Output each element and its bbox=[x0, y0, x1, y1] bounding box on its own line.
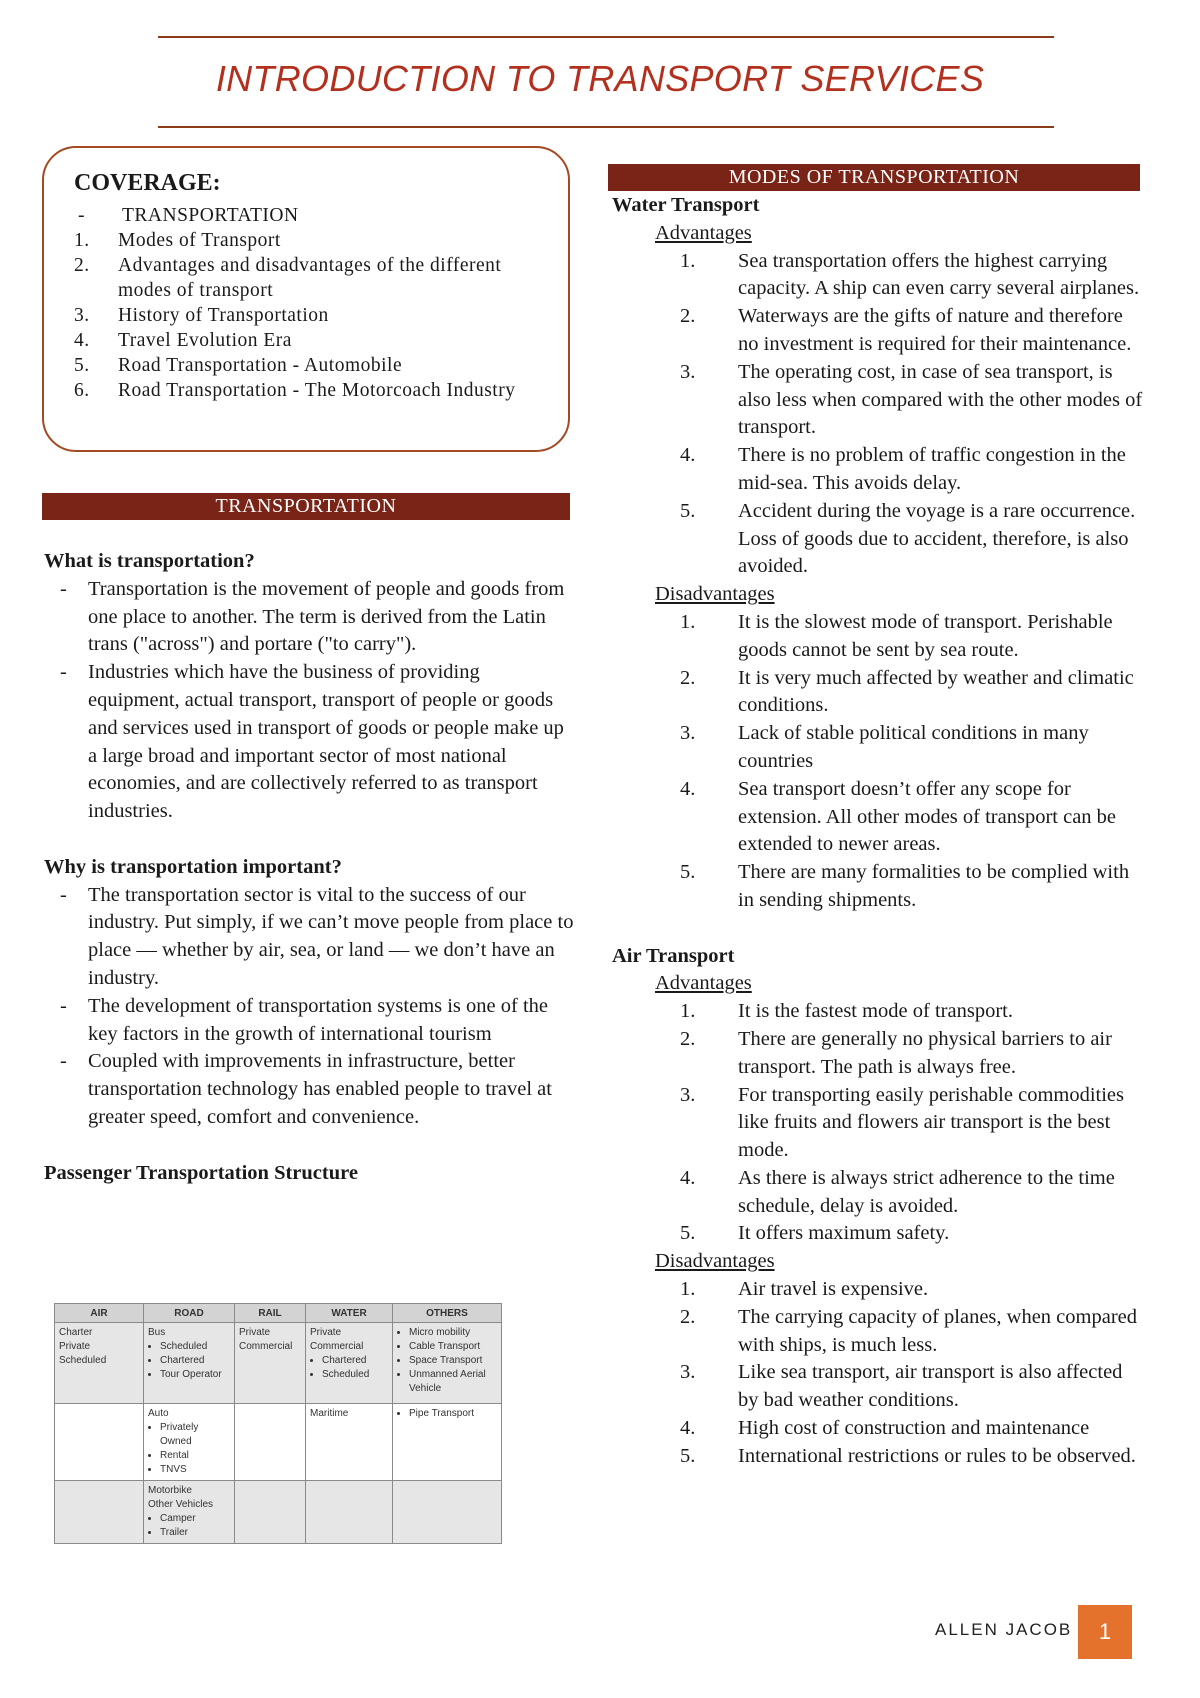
transportation-bar: TRANSPORTATION bbox=[42, 493, 570, 520]
list-item: 1. It is the fastest mode of transport. bbox=[680, 1000, 1013, 1023]
col-air: AIR bbox=[55, 1304, 144, 1323]
list-item: 4. High cost of construction and maintenance bbox=[680, 1417, 1090, 1440]
page-number: 1 bbox=[1078, 1605, 1132, 1659]
table-cell bbox=[393, 1481, 502, 1544]
col-others: OTHERS bbox=[393, 1304, 502, 1323]
list-item: 3. Lack of stable political conditions in many countries bbox=[680, 722, 1089, 772]
list-item: 2. Waterways are the gifts of nature and therefore no investment is required for their maintenance. bbox=[680, 305, 1132, 355]
modes-column bbox=[612, 192, 1147, 1471]
coverage-item: 1. Modes of Transport bbox=[74, 230, 281, 251]
table-cell: Private Commercial bbox=[235, 1323, 306, 1404]
list-item: 1. Air travel is expensive. bbox=[680, 1278, 929, 1301]
what-heading: What is transportation? bbox=[44, 550, 255, 572]
list-item: 4. There is no problem of traffic congestion in the mid-sea. This avoids delay. bbox=[680, 444, 1126, 494]
coverage-item: 5. Road Transportation - Automobile bbox=[74, 355, 403, 376]
coverage-item: 6. Road Transportation - The Motorcoach Industry bbox=[74, 380, 516, 401]
list-item: - Industries which have the business of providing equipment, actual transport, transport of people or goods and services used in transport of goods or people make up a large broad and important sector of most national economies, and are collectively referred to as transport industries. bbox=[60, 661, 564, 823]
table-row bbox=[55, 1481, 502, 1544]
coverage-item: 4. Travel Evolution Era bbox=[74, 330, 292, 351]
title-underline bbox=[158, 126, 1054, 128]
air-advantages-label: Advantages bbox=[655, 972, 752, 995]
coverage-box bbox=[42, 146, 570, 452]
table-row bbox=[55, 1323, 502, 1404]
table-cell: Charter Private Scheduled bbox=[55, 1323, 144, 1404]
list-item: 3. For transporting easily perishable commodities like fruits and flowers air transport is the best mode. bbox=[680, 1083, 1125, 1162]
water-disadvantages-label: Disadvantages bbox=[655, 583, 775, 606]
air-heading: Air Transport bbox=[612, 944, 735, 967]
coverage-item: 2. Advantages and disadvantages of the different modes of transport bbox=[74, 255, 502, 301]
list-item: 4. As there is always strict adherence to the time schedule, delay is avoided. bbox=[680, 1166, 1115, 1217]
list-item: 2. There are generally no physical barriers to air transport. The path is always free. bbox=[680, 1027, 1112, 1078]
table-cell: Bus • Scheduled • Chartered • Tour Operator bbox=[144, 1323, 235, 1404]
coverage-list bbox=[74, 203, 544, 403]
table-cell: • Pipe Transport bbox=[393, 1404, 502, 1481]
table-cell bbox=[306, 1481, 393, 1544]
table-cell bbox=[55, 1404, 144, 1481]
coverage-item: 3. History of Transportation bbox=[74, 305, 329, 326]
list-item: - The transportation sector is vital to the success of our industry. Put simply, if we can’t move people from place to place — whether by air, sea, or land — we don’t have an industry. bbox=[60, 883, 574, 989]
list-item: 3. The operating cost, in case of sea transport, is also less when compared with the other modes of transport. bbox=[680, 360, 1143, 439]
table-cell: Auto • Privately Owned • Rental • TNVS bbox=[144, 1404, 235, 1481]
table-cell: Maritime bbox=[306, 1404, 393, 1481]
list-item: - The development of transportation systems is one of the key factors in the growth of international tourism bbox=[60, 994, 549, 1045]
table-row bbox=[55, 1404, 502, 1481]
water-heading: Water Transport bbox=[612, 194, 760, 216]
table-cell: Motorbike Other Vehicles • Camper • Trailer bbox=[144, 1481, 235, 1544]
page-title: INTRODUCTION TO TRANSPORT SERVICES bbox=[215, 58, 985, 99]
coverage-item: - TRANSPORTATION bbox=[78, 205, 299, 226]
list-item: 5. Accident during the voyage is a rare occurrence. Loss of goods due to accident, therefore, is also avoided. bbox=[680, 499, 1136, 578]
table-cell bbox=[55, 1481, 144, 1544]
table-cell: Private Commercial • Chartered • Scheduled bbox=[306, 1323, 393, 1404]
col-road: ROAD bbox=[144, 1304, 235, 1323]
water-advantages-label: Advantages bbox=[655, 221, 752, 244]
list-item: 2. The carrying capacity of planes, when compared with ships, is much less. bbox=[680, 1305, 1137, 1356]
author-name: ALLEN JACOB bbox=[935, 1620, 1073, 1639]
table-cell bbox=[235, 1404, 306, 1481]
list-item: 4. Sea transport doesn’t offer any scope for extension. All other modes of transport can be extended to newer areas. bbox=[680, 777, 1117, 856]
list-item: 5. International restrictions or rules to be observed. bbox=[680, 1444, 1136, 1467]
modes-bar: MODES OF TRANSPORTATION bbox=[608, 164, 1140, 191]
col-water: WATER bbox=[306, 1304, 393, 1323]
list-item: - Coupled with improvements in infrastructure, better transportation technology has enabled people to travel at greater speed, comfort and convenience. bbox=[60, 1050, 552, 1128]
list-item: 5. It offers maximum safety. bbox=[680, 1222, 950, 1245]
top-rule bbox=[158, 36, 1054, 38]
table-header-row bbox=[55, 1304, 502, 1323]
list-item: 1. It is the slowest mode of transport. Perishable goods cannot be sent by sea route. bbox=[680, 610, 1113, 661]
transportation-column bbox=[44, 548, 574, 1187]
structure-heading: Passenger Transportation Structure bbox=[44, 1161, 358, 1184]
table-cell bbox=[235, 1481, 306, 1544]
list-item: 5. There are many formalities to be complied with in sending shipments. bbox=[680, 861, 1130, 911]
list-item: - Transportation is the movement of people and goods from one place to another. The term is derived from the Latin trans ("across") and portare ("to carry"). bbox=[60, 577, 565, 656]
table-cell: • Micro mobility • Cable Transport • Space Transport • Unmanned Aerial Vehicle bbox=[393, 1323, 502, 1404]
col-rail: RAIL bbox=[235, 1304, 306, 1323]
air-disadvantages-label: Disadvantages bbox=[655, 1250, 775, 1273]
passenger-structure-table bbox=[54, 1303, 502, 1544]
list-item: 3. Like sea transport, air transport is also affected by bad weather conditions. bbox=[680, 1361, 1123, 1412]
why-heading: Why is transportation important? bbox=[44, 855, 342, 878]
list-item: 1. Sea transportation offers the highest carrying capacity. A ship can even carry several airplanes. bbox=[680, 249, 1140, 300]
coverage-heading: COVERAGE: bbox=[74, 170, 221, 196]
list-item: 2. It is very much affected by weather and climatic conditions. bbox=[680, 666, 1134, 717]
